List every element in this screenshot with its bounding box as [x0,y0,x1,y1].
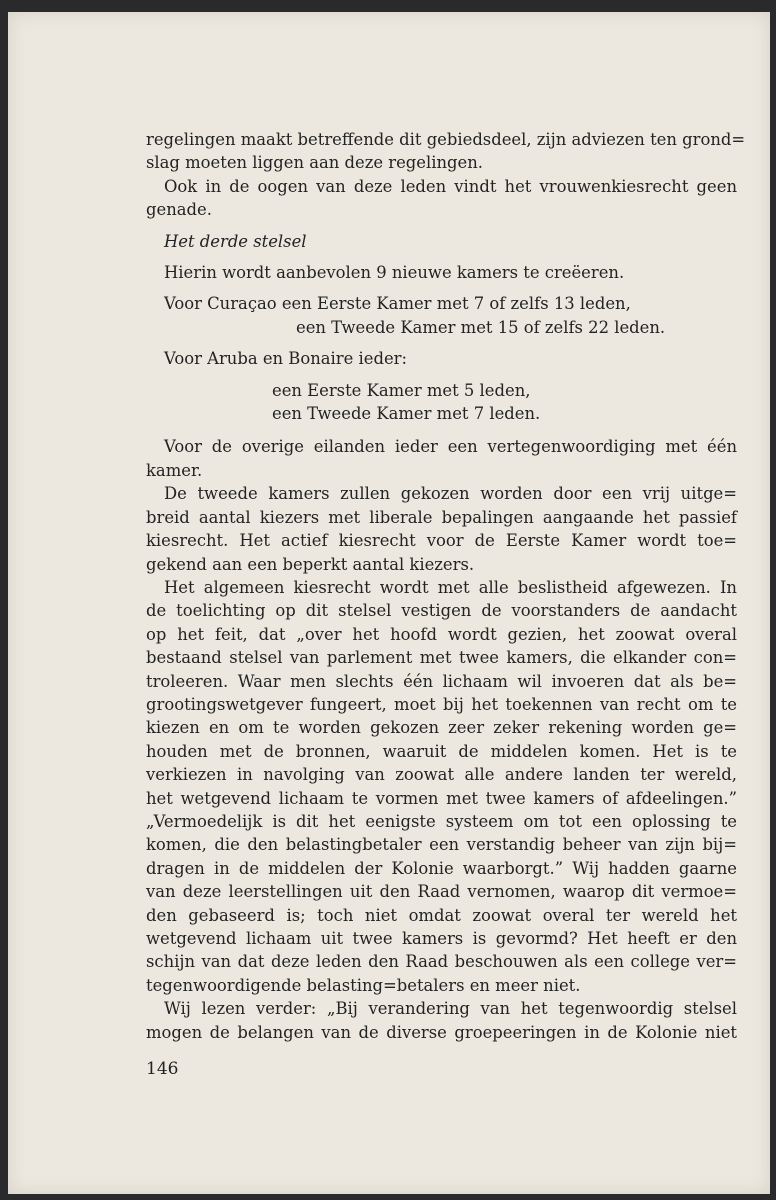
text-line: kiesrecht. Het actief kiesrecht voor de Eerste Kamer wordt toe= [146,531,737,551]
text-line: regelingen maakt betreffende dit gebiedsdeel, zijn adviezen ten grond= [146,130,746,149]
line-hierin: Hierin wordt aanbevolen 9 nieuwe kamers te creëeren. [164,263,625,283]
paragraph-wij-lezen [146,997,737,1044]
text-line: bestaand stelsel van parlement met twee kamers, die elkander con= [146,648,737,668]
text-line: troleeren. Waar men slechts één lichaam wil invoeren dat als be= [146,671,737,691]
text-line: tegenwoordigende belasting=betalers en meer niet. [146,975,581,995]
text-line: komen, die den belastingbetaler een verstandig beheer van zijn bij= [146,835,737,855]
line-aruba-first: een Eerste Kamer met 5 leden, [272,380,531,400]
text-line: mogen de belangen van de diverse groepeeringen in de Kolonie niet [146,1022,737,1042]
text-line: schijn van dat deze leden den Raad beschouwen als een college ver= [146,952,737,972]
line-curacao-second: een Tweede Kamer met 15 of zelfs 22 leden. [296,317,666,337]
text-line: van deze leerstellingen uit den Raad vernomen, waarop dit vermoe= [146,882,737,902]
text-line: den gebaseerd is; toch niet omdat zoowat overal ter wereld het [146,905,737,925]
page-number: 146 [146,1059,179,1080]
line-aruba: Voor Aruba en Bonaire ieder: [164,349,408,369]
text-line: genade. [146,200,212,220]
text-line: op het feit, dat „over het hoofd wordt gezien, het zoowat overal [146,624,737,644]
text-line: gekend aan een beperkt aantal kiezers. [146,554,475,574]
text-line: de toelichting op dit stelsel vestigen de voorstanders de aandacht [146,601,737,621]
page-text [146,128,746,1081]
text-line: Ook in de oogen van deze leden vindt het vrouwenkiesrecht geen [164,176,737,196]
text-line: kiezen en om te worden gekozen zeer zeker rekening worden ge= [146,718,737,738]
text-line: dragen in de middelen der Kolonie waarborgt.” Wij hadden gaarne [146,858,737,878]
section-heading: Het derde stelsel [164,231,307,251]
text-line: Het algemeen kiesrecht wordt met alle beslistheid afgewezen. In [164,577,737,597]
paragraph-algemeen-kiesrecht [146,576,737,997]
text-line: het wetgevend lichaam te vormen met twee kamers of afdeelingen.” [146,788,737,808]
text-line: verkiezen in navolging van zoowat alle andere landen ter wereld, [146,765,737,785]
text-line: Wij lezen verder: „Bij verandering van het tegenwoordig stelsel [164,999,737,1019]
line-aruba-second: een Tweede Kamer met 7 leden. [272,404,541,424]
text-line: „Vermoedelijk is dit het eenigste systeem om tot een oplossing te [146,811,737,831]
text-line: De tweede kamers zullen gekozen worden door een vrij uitge= [164,484,737,504]
text-line: slag moeten liggen aan deze regelingen. [146,153,484,173]
text-line: Voor de overige eilanden ieder een vertegenwoordiging met één [164,437,737,457]
paragraph-intro [146,128,746,175]
text-line: grootingswetgever fungeert, moet bij het toekennen van recht om te [146,694,737,714]
text-line: kamer. [146,460,203,480]
text-line: wetgevend lichaam uit twee kamers is gevormd? Het heeft er den [146,929,737,948]
text-line: houden met de bronnen, waaruit de middelen komen. Het is te [146,741,737,761]
text-line: breid aantal kiezers met liberale bepalingen aangaande het passief [146,507,737,527]
line-curacao: Voor Curaçao een Eerste Kamer met 7 of zelfs 13 leden, [164,294,631,314]
paragraph-vrouwenkiesrecht [146,175,737,222]
paragraph-overige [146,435,737,482]
paragraph-tweede-kamers [146,482,737,576]
